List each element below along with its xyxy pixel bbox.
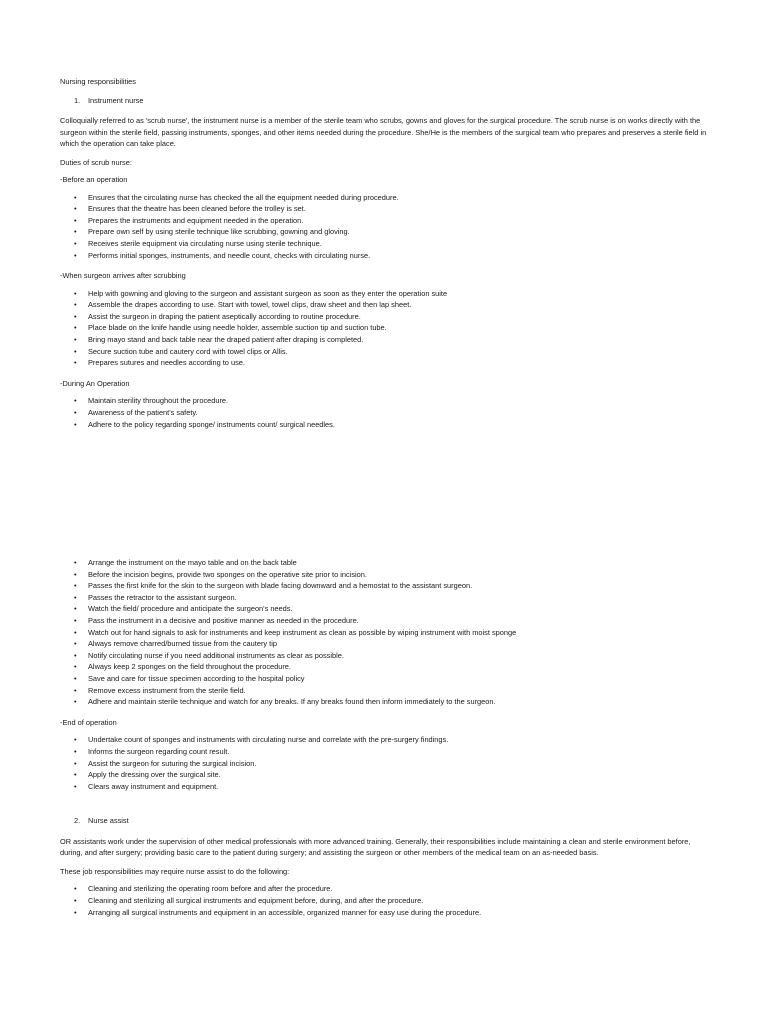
before-operation-label: -Before an operation [60, 175, 128, 185]
list-item: • Save and care for tissue specimen according to the hospital policy [60, 675, 710, 687]
list-item: • Cleaning and sterilizing the operating room before and after the procedure. [60, 885, 710, 897]
document-page [60, 78, 710, 929]
list-item: • Watch the field/ procedure and anticipate the surgeon's needs. [60, 605, 710, 617]
list-item: • Pass the instrument in a decisive and positive manner as needed in the procedure. [60, 617, 710, 629]
list-item: • Prepares sutures and needles according to use. [60, 359, 710, 371]
section-heading-nurse-assist [74, 817, 710, 826]
list-item: • Passes the first knife for the skin to the surgeon with blade facing downward and a hemostat to the assistant surgeon. [60, 582, 710, 594]
duties-label: Duties of scrub nurse: [60, 157, 132, 167]
list-item: • Always keep 2 sponges on the field throughout the procedure. [60, 663, 710, 675]
list-item: • Clears away instrument and equipment. [60, 783, 710, 795]
end-operation-label: -End of operation [60, 717, 117, 727]
list-item: • Secure suction tube and cautery cord with towel clips or Allis. [60, 348, 710, 360]
list-item: • Cleaning and sterilizing all surgical instruments and equipment before, during, and after the procedure. [60, 897, 710, 909]
list-item: • Bring mayo stand and back table near the draped patient after draping is completed. [60, 336, 710, 348]
blank-space [60, 441, 710, 559]
list-item: • Performs initial sponges, instruments, and needle count, checks with circulating nurse. [60, 252, 710, 264]
list-item: • Adhere to the policy regarding sponge/ instruments count/ surgical needles. [60, 421, 710, 433]
list-item: • Assist the surgeon for suturing the surgical incision. [60, 760, 710, 772]
list-item: • Help with gowning and gloving to the surgeon and assistant surgeon as soon as they enter the operation suite [60, 290, 710, 302]
list-item: • Receives sterile equipment via circulating nurse using sterile technique. [60, 240, 710, 252]
during-operation-list-continued [60, 559, 710, 710]
nurse-assist-intro: OR assistants work under the supervision of other medical professionals with more advanced training. Generally, their responsibilities include maintaining a clean and sterile environment before, during, and after surgery; providing basic care to the patient during surgery; and assisting the surgeon or other members of the medical team on an as-needed basis. [60, 836, 691, 858]
section-title: Nurse assist [88, 816, 129, 826]
section-number: 1. [74, 95, 81, 105]
list-item: • Informs the surgeon regarding count result. [60, 748, 710, 760]
list-item: • Awareness of the patient's safety. [60, 409, 710, 421]
list-item: • Adhere and maintain sterile technique and watch for any breaks. If any breaks found then inform immediately to the surgeon. [60, 698, 710, 710]
list-item: • Prepare own self by using sterile technique like scrubbing, gowning and gloving. [60, 228, 710, 240]
list-item: • Passes the retractor to the assistant surgeon. [60, 594, 710, 606]
list-item: • Apply the dressing over the surgical site. [60, 771, 710, 783]
end-operation-list [60, 736, 710, 794]
list-item: • Place blade on the knife handle using needle holder, assemble suction tip and suction tube. [60, 324, 710, 336]
surgeon-arrival-list [60, 290, 710, 371]
before-operation-list [60, 194, 710, 264]
list-item: • Arrange the instrument on the mayo table and on the back table [60, 559, 710, 571]
section-title: Instrument nurse [88, 95, 144, 105]
list-item: • Always remove charred/burned tissue from the cautery tip [60, 640, 710, 652]
blank-space [60, 803, 710, 817]
list-item: • Assemble the drapes according to use. Start with towel, towel clips, draw sheet and then lap sheet. [60, 301, 710, 313]
list-item: • Maintain sterility throughout the procedure. [60, 397, 710, 409]
list-item: • Assist the surgeon in draping the patient aseptically according to routine procedure. [60, 313, 710, 325]
nurse-assist-list [60, 885, 710, 920]
section-number: 2. [74, 816, 81, 826]
list-item: • Undertake count of sponges and instruments with circulating nurse and correlate with the pre-surgery findings. [60, 736, 710, 748]
section-heading-instrument-nurse [74, 97, 710, 106]
nurse-assist-lead: These job responsibilities may require nurse assist to do the following: [60, 866, 290, 876]
during-operation-label: -During An Operation [60, 378, 130, 388]
list-item: • Watch out for hand signals to ask for instruments and keep instrument as clean as possible by wiping instrument with moist sponge [60, 629, 710, 641]
list-item: • Remove excess instrument from the sterile field. [60, 687, 710, 699]
list-item: • Before the incision begins, provide two sponges on the operative site prior to incision. [60, 571, 710, 583]
list-item: • Ensures that the circulating nurse has checked the all the equipment needed during procedure. [60, 194, 710, 206]
list-item: • Prepares the instruments and equipment needed in the operation. [60, 217, 710, 229]
list-item: • Ensures that the theatre has been cleaned before the trolley is set. [60, 205, 710, 217]
document-title: Nursing responsibilities [60, 77, 136, 86]
during-operation-list [60, 397, 710, 432]
surgeon-arrival-label: -When surgeon arrives after scrubbing [60, 271, 186, 281]
list-item: • Notify circulating nurse if you need additional instruments as clear as possible. [60, 652, 710, 664]
list-item: • Arranging all surgical instruments and equipment in an accessible, organized manner for easy use during the procedure. [60, 909, 710, 921]
instrument-nurse-intro: Colloquially referred to as 'scrub nurse', the instrument nurse is a member of the sterile team who scrubs, gowns and gloves for the surgical procedure. The scrub nurse is on works directly with the surgeon within the sterile field, passing instruments, sponges, and other items needed during the procedure. She/He is the members of the surgical team who prepares and preserves a sterile field in which the operation can take place. [60, 116, 707, 149]
